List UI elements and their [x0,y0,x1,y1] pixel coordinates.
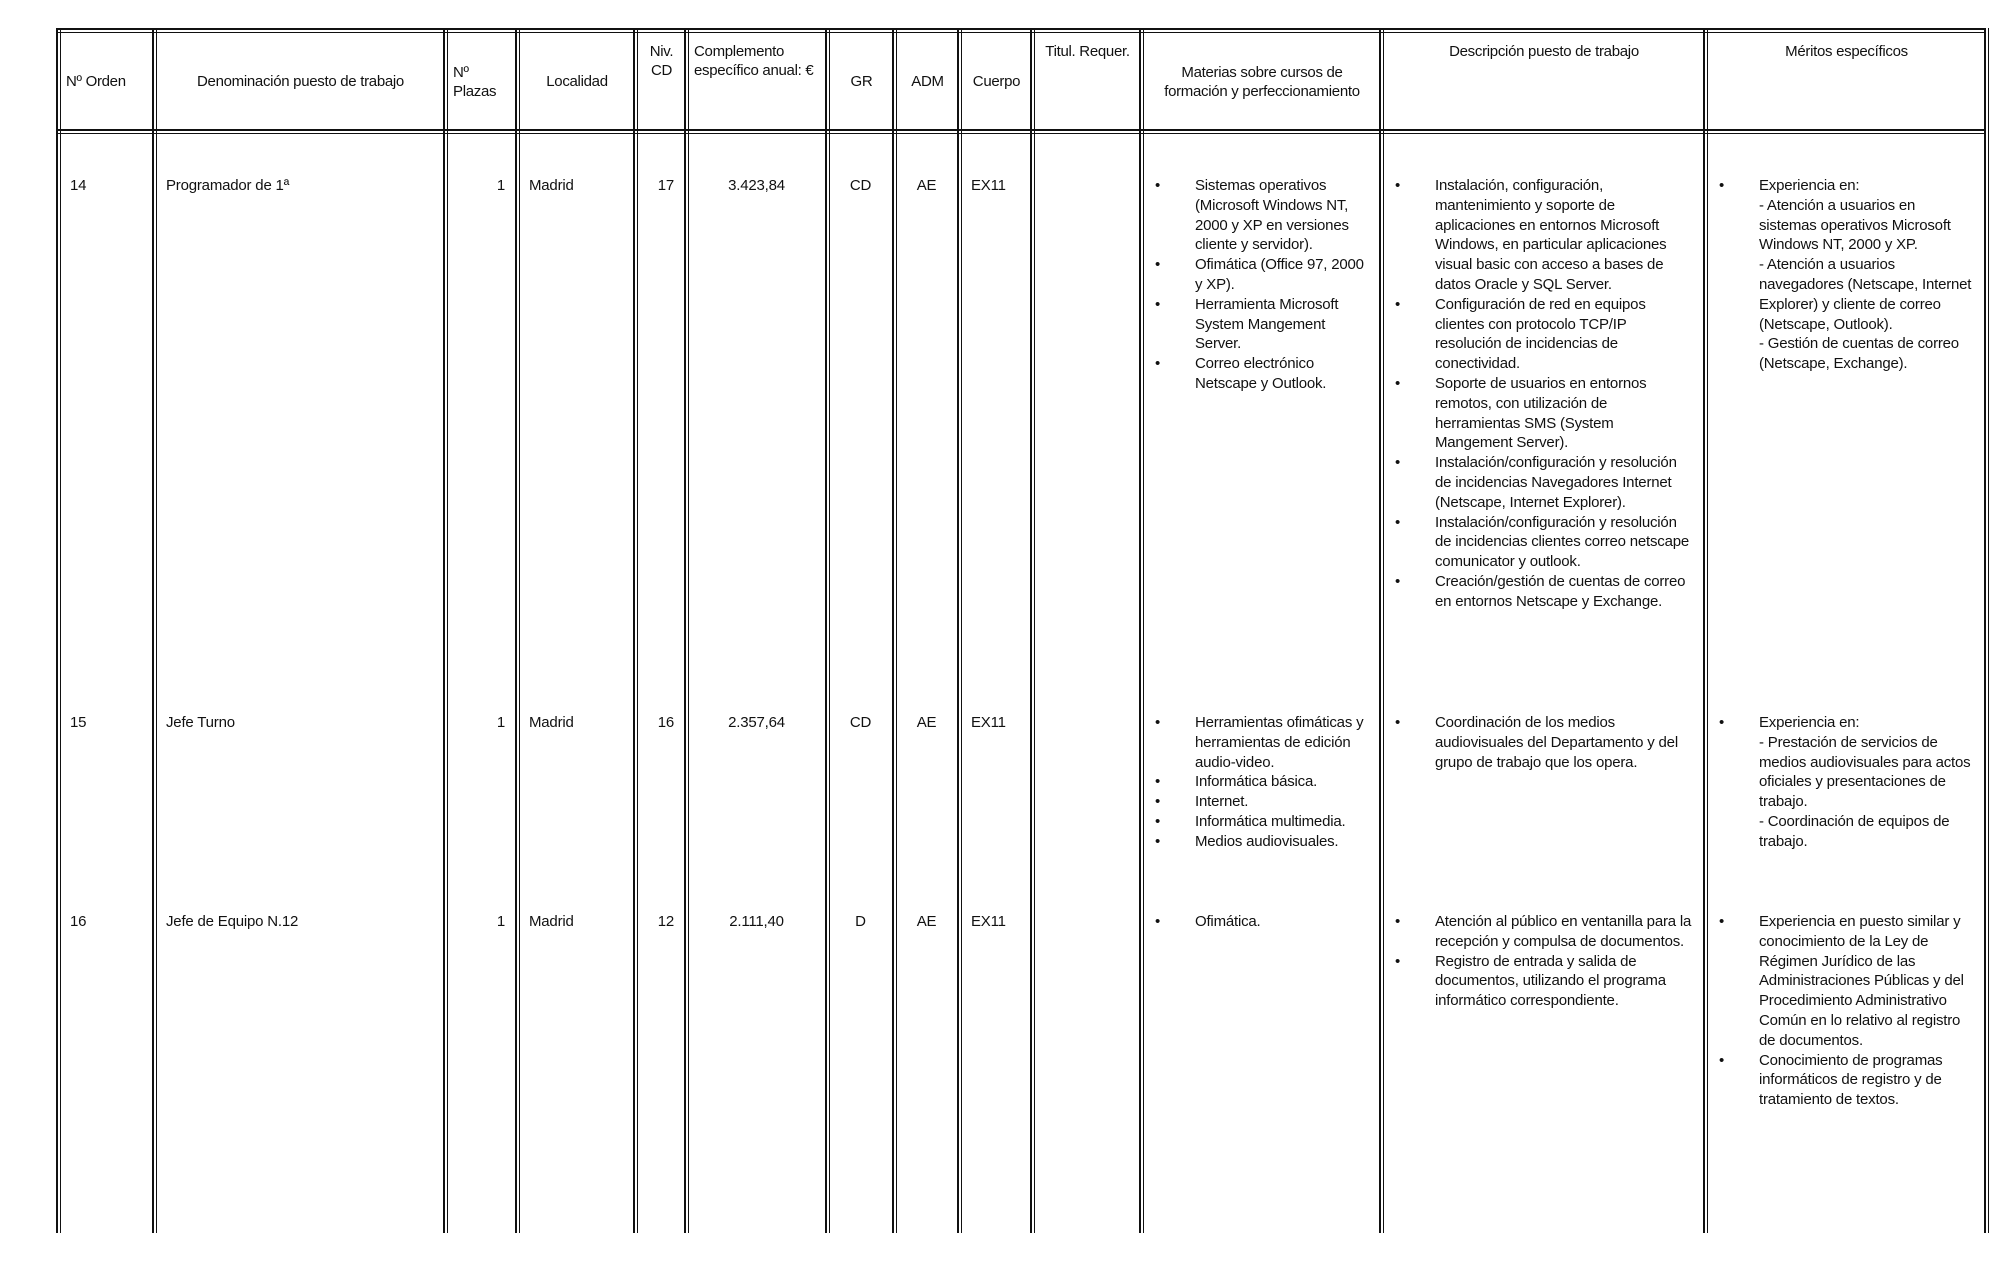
descripcion-list [1387,912,1693,1011]
meritos-list [1711,176,1974,374]
list-item [1387,952,1693,1011]
list-item-text: Experiencia en puesto similar y conocimiento de la Ley de Régimen Jurídico de las Administraciones Públicas y del Procedimiento Administrativo Común en lo relativo al registro de documentos. [1759,913,1964,1049]
list-item [1147,295,1369,354]
header-orden: Nº Orden [66,73,126,90]
column-divider [684,28,689,1233]
bullet-icon: • [1155,355,1161,373]
list-item-text: Instalación, configuración, mantenimiento y soporte de aplicaciones en entornos Microsoft Windows, en particular aplicaciones visual basic con acceso a bases de datos Oracle y SQL Server. [1435,177,1667,293]
list-item [1147,176,1369,255]
cell-materias [1143,912,1379,932]
list-item [1387,713,1693,772]
list-item [1711,912,1974,1051]
bullet-icon: • [1719,913,1725,930]
list-item-text: Coordinación de los medios audiovisuales del Departamento y del grupo de trabajo que los opera. [1435,714,1678,771]
cell-complemento: 3.423,84 [728,177,785,194]
bullet-icon: • [1155,773,1161,791]
cell-plazas: 1 [496,913,505,930]
header-cuerpo: Cuerpo [972,73,1021,90]
bullet-icon: • [1395,295,1401,313]
cell-cuerpo: EX11 [971,714,1006,731]
bullet-icon: • [1155,177,1161,194]
list-item [1387,453,1693,512]
bullet-icon: • [1395,572,1401,590]
cell-materias [1143,176,1379,394]
list-item-text: Medios audiovisuales. [1195,832,1339,850]
column-divider [1030,28,1035,1233]
list-item-text: Registro de entrada y salida de documentos, utilizando el programa informático correspondiente. [1435,952,1666,1010]
list-item-text: Configuración de red en equipos clientes con protocolo TCP/IP resolución de incidencias de conectividad. [1435,295,1646,373]
list-item-text: Instalación/configuración y resolución de incidencias Navegadores Internet (Netscape, Internet Explorer). [1435,454,1677,511]
list-item [1387,513,1693,572]
header-titul: Titul. Requer. [1045,43,1130,60]
list-item [1147,832,1369,852]
cell-descripcion [1383,176,1703,612]
bullet-icon: • [1395,454,1401,472]
cell-meritos [1707,176,1984,374]
column-divider [515,28,520,1233]
cell-gr: CD [849,177,872,194]
cell-localidad: Madrid [529,714,574,731]
list-item-text: Creación/gestión de cuentas de correo en entornos Netscape y Exchange. [1435,572,1686,610]
list-item [1711,1051,1974,1110]
list-item [1387,912,1693,952]
cell-adm: AE [916,714,937,731]
descripcion-list [1387,176,1693,612]
cell-nivel: 12 [657,913,674,930]
cell-adm: AE [916,177,937,194]
cell-denominacion: Programador de 1ª [166,177,290,194]
cell-meritos [1707,713,1984,852]
cell-nivel: 16 [657,714,674,731]
list-item [1147,812,1369,832]
list-item-text: Conocimiento de programas informáticos de registro y de tratamiento de textos. [1759,1051,1943,1109]
cell-gr: D [855,913,866,930]
bullet-icon: • [1155,256,1161,274]
bullet-icon: • [1719,1051,1725,1069]
list-item-text: - Atención a usuarios navegadores (Netscape, Internet Explorer) y cliente de correo (Netscape, Outlook). [1759,256,1972,333]
bullet-icon: • [1155,913,1161,930]
column-divider [56,28,61,1233]
cell-plazas: 1 [496,177,505,194]
cell-nivel: 17 [657,177,674,194]
list-item-text: Sistemas operativos (Microsoft Windows NT, 2000 y XP en versiones cliente y servidor). [1195,177,1349,254]
list-item [1147,354,1369,394]
list-item [1147,255,1369,295]
list-item-text: Herramientas ofimáticas y herramientas de edición audio-video. [1195,714,1364,771]
header-plazas: Nº Plazas [453,63,497,100]
header-denominacion: Denominación puesto de trabajo [197,73,404,90]
bullet-icon: • [1395,513,1401,531]
list-item-text: Informática multimedia. [1195,812,1346,830]
header-complemento: Complemento específico anual: € [694,43,814,79]
bullet-icon: • [1155,295,1161,313]
list-item [1147,792,1369,812]
column-divider [1984,28,1989,1233]
list-item [1147,772,1369,792]
cell-complemento: 2.357,64 [728,714,785,731]
cell-descripcion [1383,912,1703,1011]
list-item-text: - Coordinación de equipos de trabajo. [1759,812,1950,850]
cell-localidad: Madrid [529,913,574,930]
descripcion-list [1387,713,1693,772]
column-divider [957,28,962,1233]
cell-orden: 16 [70,913,87,930]
list-item-text: Ofimática (Office 97, 2000 y XP). [1195,256,1364,293]
list-item-text: Instalación/configuración y resolución de incidencias clientes correo netscape comunicator y outlook. [1435,513,1690,571]
list-item-text: - Prestación de servicios de medios audiovisuales para actos oficiales y presentaciones de trabajo. [1759,733,1971,811]
materias-list [1147,713,1369,852]
bullet-icon: • [1155,714,1161,731]
cell-plazas: 1 [496,714,505,731]
column-divider [892,28,897,1233]
list-item-text: Correo electrónico Netscape y Outlook. [1195,355,1327,392]
cell-cuerpo: EX11 [971,913,1006,930]
cell-denominacion: Jefe Turno [166,714,235,731]
cell-adm: AE [916,913,937,930]
header-materias: Materias sobre cursos de formación y perfeccionamiento [1164,63,1360,100]
cell-gr: CD [849,714,872,731]
row-divider [58,28,1986,33]
cell-localidad: Madrid [529,177,574,194]
column-divider [443,28,448,1233]
header-localidad: Localidad [546,73,608,90]
list-item [1147,713,1369,772]
bullet-icon: • [1155,812,1161,830]
header-descripcion: Descripción puesto de trabajo [1449,43,1639,60]
cell-denominacion: Jefe de Equipo N.12 [166,913,299,930]
cell-materias [1143,713,1379,852]
row-divider [58,129,1986,134]
header-adm: ADM [911,73,944,90]
list-item-text: - Atención a usuarios en sistemas operativos Microsoft Windows NT, 2000 y XP. [1759,196,1951,254]
bullet-icon: • [1395,913,1401,930]
bullet-icon: • [1395,714,1401,731]
list-item-text: Soporte de usuarios en entornos remotos, con utilización de herramientas SMS (System Mangement Server). [1435,374,1647,452]
list-item-text: Atención al público en ventanilla para la recepción y compulsa de documentos. [1435,913,1692,950]
list-item-text: - Gestión de cuentas de correo (Netscape, Exchange). [1759,335,1959,373]
bullet-icon: • [1155,793,1161,811]
bullet-icon: • [1395,177,1401,194]
cell-orden: 15 [70,714,87,731]
header-gr: GR [850,73,873,90]
cell-descripcion [1383,713,1703,772]
list-item-text: Herramienta Microsoft System Mangement Server. [1195,295,1339,353]
meritos-list [1711,713,1974,852]
header-meritos: Méritos específicos [1785,43,1908,60]
list-item [1387,176,1693,295]
list-item [1711,176,1974,374]
list-item-text: Informática básica. [1195,773,1318,791]
list-item-text: Experiencia en: [1759,177,1860,194]
column-divider [152,28,157,1233]
list-item-text: Ofimática. [1195,913,1261,930]
cell-meritos [1707,912,1984,1110]
list-item-text: Internet. [1195,793,1249,811]
list-item [1711,713,1974,852]
list-item [1147,912,1369,932]
column-divider [825,28,830,1233]
cell-orden: 14 [70,177,87,194]
bullet-icon: • [1395,952,1401,970]
materias-list [1147,912,1369,932]
header-nivel: Niv. CD [649,43,674,79]
bullet-icon: • [1155,832,1161,850]
cell-complemento: 2.111,40 [729,913,784,930]
materias-list [1147,176,1369,394]
list-item-text: Experiencia en: [1759,714,1860,731]
bullet-icon: • [1719,177,1725,194]
meritos-list [1711,912,1974,1110]
cell-cuerpo: EX11 [971,177,1006,194]
bullet-icon: • [1719,714,1725,731]
column-divider [633,28,638,1233]
bullet-icon: • [1395,374,1401,392]
list-item [1387,572,1693,612]
list-item [1387,374,1693,453]
list-item [1387,295,1693,374]
